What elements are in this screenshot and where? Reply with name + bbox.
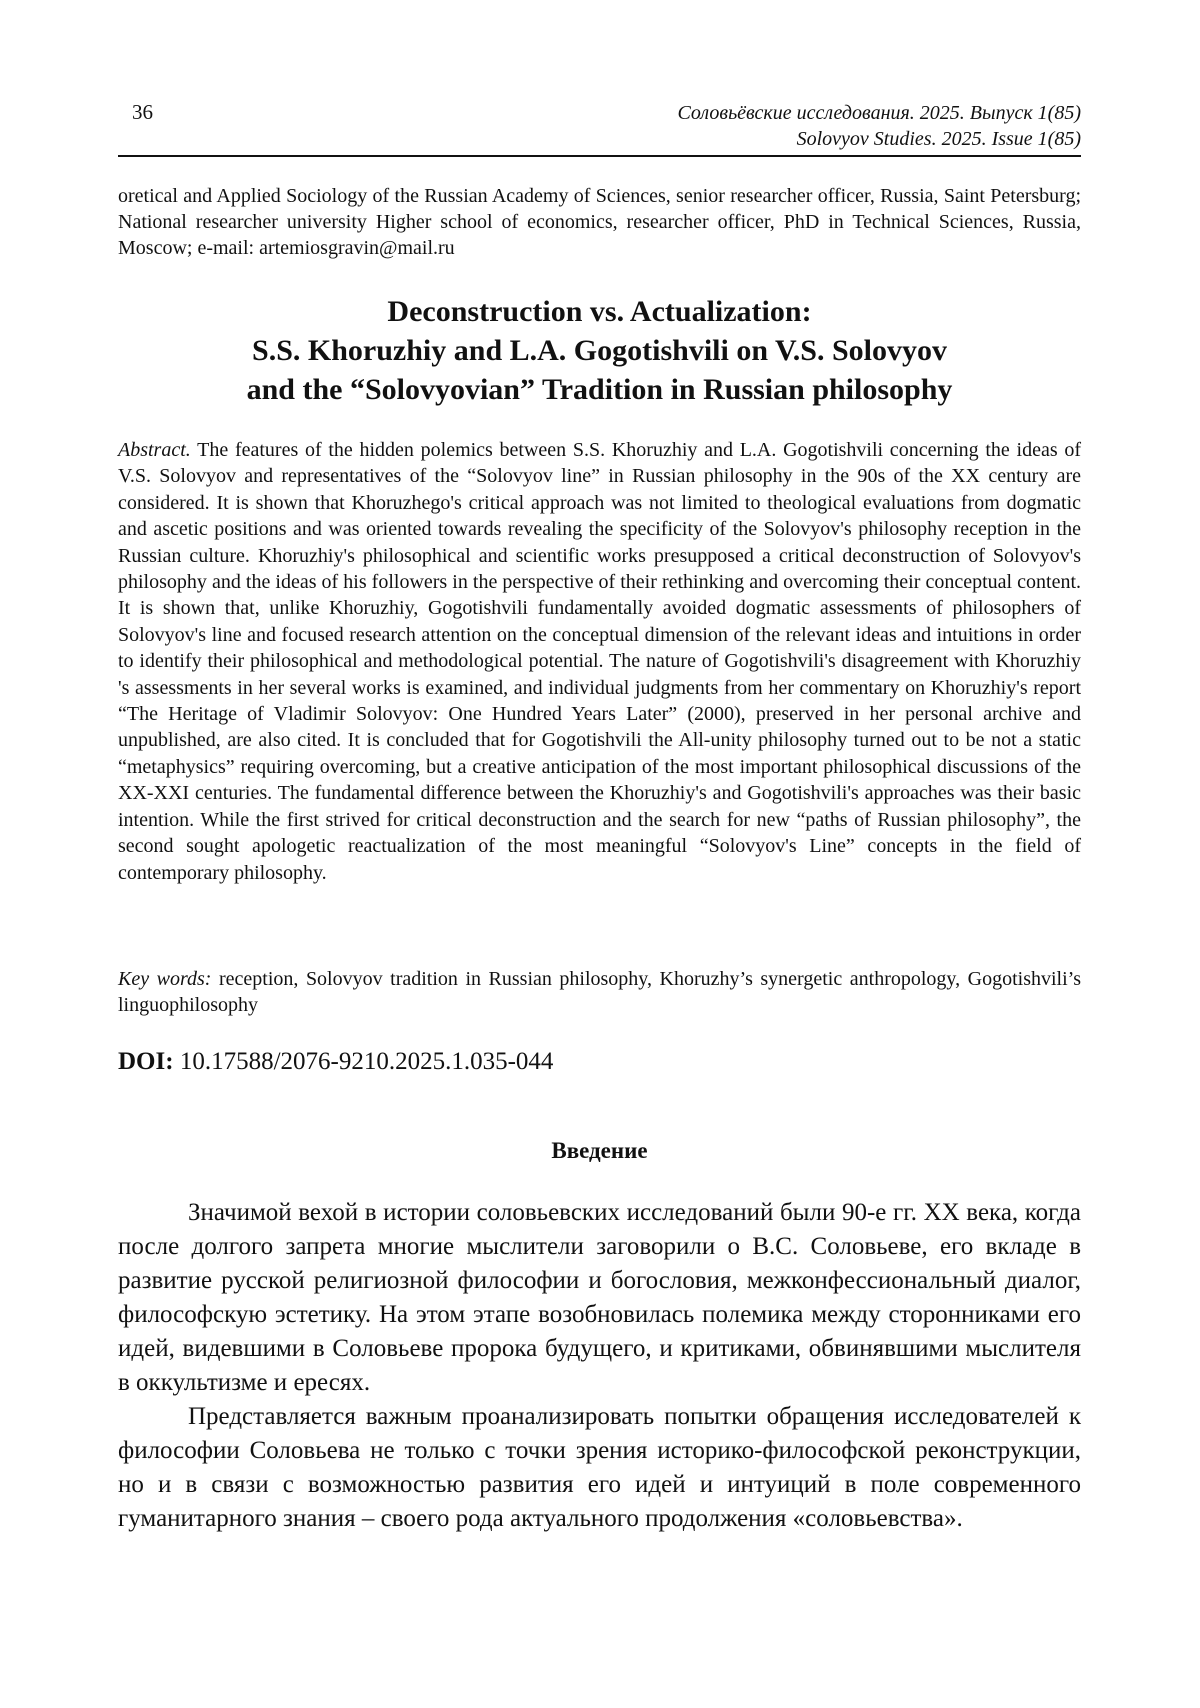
page-number: 36: [132, 100, 153, 124]
journal-title-ru: Соловьёвские исследования. 2025. Выпуск 1(85): [677, 102, 1081, 124]
author-affiliation: oretical and Applied Sociology of the Russian Academy of Sciences, senior researcher officer, Russia, Saint Petersburg; National researcher university Higher school of economics, researcher officer, PhD in Technical Sciences, Russia, Moscow; e-mail: artemiosgravin@mail.ru: [118, 185, 1081, 259]
header-divider: [118, 155, 1081, 157]
keywords: [118, 966, 1081, 1018]
doi-label: DOI:: [118, 1048, 174, 1075]
journal-title-en: Solovyov Studies. 2025. Issue 1(85): [796, 128, 1081, 150]
doi: [118, 1048, 553, 1076]
abstract-text: The features of the hidden polemics between S.S. Khoruzhiy and L.A. Gogotishvili concerning the ideas of V.S. Solovyov and representatives of the “Solovyov line” in Russian philosophy in the 90s of the XX century are considered. It is shown that Khoruzhego's critical approach was not limited to theological evaluations from dogmatic and ascetic positions and was oriented towards revealing the specificity of the Solovyov's philosophy reception in the Russian culture. Khoruzhiy's philosophical and scientific works presupposed a critical deconstruction of Solovyov's philosophy and the ideas of his followers in the perspective of their rethinking and overcoming their conceptual content. It is shown that, unlike Khoruzhiy, Gogotishvili fundamentally avoided dogmatic assessments of philosophers of Solovyov's line and focused research attention on the conceptual dimension of the relevant ideas and intuitions in order to identify their philosophical and methodological potential. The nature of Gogotishvili's disagreement with Khoruzhiy 's assessments in her several works is examined, and individual judgments from her commentary on Khoruzhiy's report “The Heritage of Vladimir Solovyov: One Hundred Years Later” (2000), preserved in her personal archive and unpublished, are also cited. It is concluded that for Gogotishvili the All-unity philosophy turned out to be not a static “metaphysics” requiring overcoming, but a creative anticipation of the most important philosophical discussions of the XX-XXI centuries. The fundamental difference between the Khoruzhiy's and Gogotishvili's approaches was their basic intention. While the first strived for critical deconstruction and the search for new “paths of Russian philosophy”, the second sought apologetic reactualization of the most meaningful “Solovyov's Line” concepts in the field of contemporary philosophy.: [118, 439, 1081, 884]
keywords-label: Key words:: [118, 968, 212, 990]
article-title: [118, 292, 1081, 409]
abstract-label: Abstract.: [118, 439, 191, 461]
body-text: [118, 1196, 1081, 1536]
title-line-2: S.S. Khoruzhiy and L.A. Gogotishvili on V.S. Solovyov: [252, 334, 947, 367]
keywords-text: reception, Solovyov tradition in Russian philosophy, Khoruzhy’s synergetic anthropology, Gogotishvili’s linguophilosophy: [118, 968, 1081, 1016]
body-paragraph: Представляется важным проанализировать попытки обращения исследователей к философии Соловьева не только с точки зрения историко-философской реконструкции, но и в связи с возможностью развития его идей и интуиций в поле современного гуманитарного знания – своего рода актуального продолжения «соловьевства».: [118, 1403, 1081, 1532]
title-line-1: Deconstruction vs. Actualization:: [387, 295, 812, 328]
running-header: [118, 100, 1081, 160]
body-paragraph: Значимой вехой в истории соловьевских исследований были 90-е гг. XX века, когда после долгого запрета многие мыслители заговорили о В.С. Соловьеве, его вкладе в развитие русской религиозной философии и богословия, межконфессиональный диалог, философскую эстетику. На этом этапе возобновилась полемика между сторонниками его идей, видевшими в Соловьеве пророка будущего, и критиками, обвинявшими мыслителя в оккультизме и ересях.: [118, 1199, 1081, 1396]
journal-info: [677, 100, 1081, 152]
title-line-3: and the “Solovyovian” Tradition in Russian philosophy: [246, 373, 953, 406]
section-heading: Введение: [551, 1138, 648, 1163]
abstract: [118, 437, 1081, 886]
doi-link[interactable]: 10.17588/2076-9210.2025.1.035-044: [179, 1048, 554, 1075]
